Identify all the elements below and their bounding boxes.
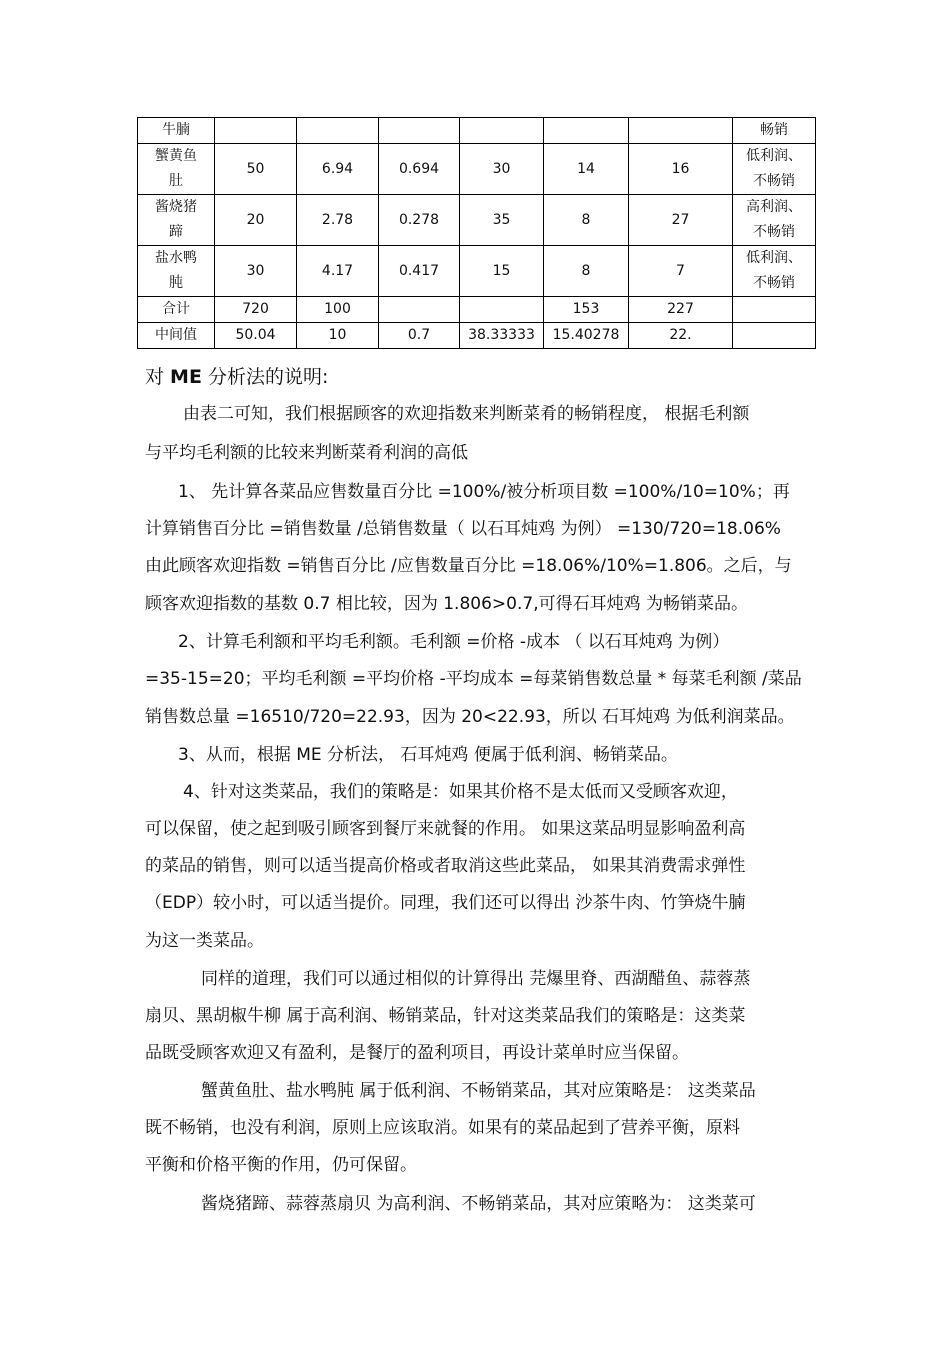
status-text: 畅销 bbox=[760, 122, 788, 138]
dish-name-cell bbox=[138, 118, 215, 144]
value-cell: 20 bbox=[215, 195, 297, 246]
table-row bbox=[138, 246, 816, 297]
value-cell: 0.694 bbox=[379, 144, 460, 195]
section-heading bbox=[145, 362, 328, 389]
value-cell: 6.94 bbox=[297, 144, 379, 195]
value-cell: 100 bbox=[297, 297, 379, 323]
paragraph-line: 的菜品的销售，则可以适当提高价格或者取消这些此菜品， 如果其消费需求弹性 bbox=[145, 856, 746, 876]
value-cell: 30 bbox=[460, 144, 544, 195]
paragraph-line: 酱烧猪蹄、蒜蓉蒸扇贝 为高利润、不畅销菜品，其对应策略为： 这类菜可 bbox=[201, 1194, 756, 1214]
dish-name-text: 蹄 bbox=[169, 224, 183, 240]
dish-name-cell bbox=[138, 144, 215, 195]
status-text: 低利润、 bbox=[746, 250, 802, 266]
status-text: 不畅销 bbox=[753, 275, 795, 291]
heading-suffix: 分析法的说明: bbox=[201, 366, 329, 388]
paragraph-line: 由表二可知，我们根据顾客的欢迎指数来判断菜肴的畅销程度， 根据毛利额 bbox=[183, 404, 750, 424]
status-cell bbox=[733, 297, 816, 323]
dish-name-text: 肫 bbox=[169, 275, 183, 291]
paragraph-line: 销售数总量 =16510/720=22.93，因为 20<22.93，所以 石耳炖鸡 为低利润菜品。 bbox=[145, 707, 795, 727]
value-cell bbox=[629, 118, 733, 144]
table-row bbox=[138, 297, 816, 323]
status-cell bbox=[733, 118, 816, 144]
paragraph-line: 品既受顾客欢迎又有盈利，是餐厅的盈利项目，再设计菜单时应当保留。 bbox=[145, 1043, 689, 1063]
heading-bold: ME bbox=[170, 366, 202, 388]
value-cell: 14 bbox=[544, 144, 629, 195]
value-cell: 8 bbox=[544, 195, 629, 246]
value-cell: 8 bbox=[544, 246, 629, 297]
value-cell: 15 bbox=[460, 246, 544, 297]
dish-name-text: 合计 bbox=[162, 301, 190, 317]
value-cell: 153 bbox=[544, 297, 629, 323]
paragraph-line: 同样的道理，我们可以通过相似的计算得出 芫爆里脊、西湖醋鱼、蒜蓉蒸 bbox=[201, 969, 751, 989]
paragraph-line: 扇贝、黑胡椒牛柳 属于高利润、畅销菜品，针对这类菜品我们的策略是：这类菜 bbox=[145, 1006, 746, 1026]
status-cell bbox=[733, 195, 816, 246]
dish-name-cell bbox=[138, 195, 215, 246]
paragraph-line: 3、从而，根据 ME 分析法， 石耳炖鸡 便属于低利润、畅销菜品。 bbox=[178, 745, 678, 765]
status-cell bbox=[733, 323, 816, 349]
paragraph-line: 蟹黄鱼肚、盐水鸭肫 属于低利润、不畅销菜品，其对应策略是： 这类菜品 bbox=[201, 1081, 756, 1101]
value-cell: 0.7 bbox=[379, 323, 460, 349]
value-cell: 2.78 bbox=[297, 195, 379, 246]
heading-prefix: 对 bbox=[145, 366, 171, 388]
dish-name-cell bbox=[138, 323, 215, 349]
table-row bbox=[138, 323, 816, 349]
value-cell bbox=[460, 297, 544, 323]
value-cell bbox=[544, 118, 629, 144]
dish-name-cell bbox=[138, 297, 215, 323]
table-row bbox=[138, 144, 816, 195]
value-cell: 10 bbox=[297, 323, 379, 349]
value-cell: 27 bbox=[629, 195, 733, 246]
value-cell: 720 bbox=[215, 297, 297, 323]
value-cell: 15.40278 bbox=[544, 323, 629, 349]
value-cell bbox=[379, 297, 460, 323]
paragraph-line: 平衡和价格平衡的作用，仍可保留。 bbox=[145, 1155, 417, 1175]
paragraph-line: （EDP）较小时，可以适当提价。同理，我们还可以得出 沙茶牛肉、竹笋烧牛腩 bbox=[145, 893, 746, 913]
dish-name-cell bbox=[138, 246, 215, 297]
paragraph-line: 为这一类菜品。 bbox=[145, 931, 264, 951]
value-cell: 4.17 bbox=[297, 246, 379, 297]
dish-name-text: 中间值 bbox=[155, 327, 197, 343]
dish-name-text: 牛腩 bbox=[162, 122, 190, 138]
paragraph-line: 2、计算毛利额和平均毛利额。毛利额 =价格 -成本 （ 以石耳炖鸡 为例） bbox=[178, 632, 730, 652]
value-cell: 16 bbox=[629, 144, 733, 195]
value-cell: 7 bbox=[629, 246, 733, 297]
value-cell bbox=[379, 118, 460, 144]
value-cell: 38.33333 bbox=[460, 323, 544, 349]
table-row bbox=[138, 118, 816, 144]
dish-name-text: 盐水鸭 bbox=[155, 250, 197, 266]
value-cell bbox=[460, 118, 544, 144]
status-text: 高利润、 bbox=[746, 199, 802, 215]
value-cell: 227 bbox=[629, 297, 733, 323]
value-cell: 0.417 bbox=[379, 246, 460, 297]
paragraph-line: 4、针对这类菜品，我们的策略是：如果其价格不是太低而又受顾客欢迎， bbox=[183, 782, 738, 802]
menu-analysis-table bbox=[137, 117, 816, 349]
paragraph-line: 1、 先计算各菜品应售数量百分比 =100%/被分析项目数 =100%/10=10%；再 bbox=[178, 482, 790, 502]
status-cell bbox=[733, 246, 816, 297]
value-cell bbox=[297, 118, 379, 144]
paragraph-line: 可以保留，使之起到吸引顾客到餐厅来就餐的作用。 如果这菜品明显影响盈利高 bbox=[145, 819, 746, 839]
dish-name-text: 酱烧猪 bbox=[155, 199, 197, 215]
value-cell: 35 bbox=[460, 195, 544, 246]
paragraph-line: 计算销售百分比 =销售数量 /总销售数量（ 以石耳炖鸡 为例） =130/720=18.06% bbox=[145, 519, 781, 539]
value-cell: 22. bbox=[629, 323, 733, 349]
value-cell bbox=[215, 118, 297, 144]
dish-name-text: 肚 bbox=[169, 173, 183, 189]
status-cell bbox=[733, 144, 816, 195]
value-cell: 30 bbox=[215, 246, 297, 297]
paragraph-line: 既不畅销，也没有利润，原则上应该取消。如果有的菜品起到了营养平衡，原料 bbox=[145, 1118, 740, 1138]
value-cell: 50 bbox=[215, 144, 297, 195]
value-cell: 0.278 bbox=[379, 195, 460, 246]
paragraph-line: =35-15=20；平均毛利额 =平均价格 -平均成本 =每菜销售数总量 * 每菜毛利额 /菜品 bbox=[145, 669, 802, 689]
value-cell: 50.04 bbox=[215, 323, 297, 349]
status-text: 低利润、 bbox=[746, 148, 802, 164]
paragraph-line: 顾客欢迎指数的基数 0.7 相比较，因为 1.806>0.7,可得石耳炖鸡 为畅销菜品。 bbox=[145, 594, 749, 614]
status-text: 不畅销 bbox=[753, 224, 795, 240]
table-row bbox=[138, 195, 816, 246]
dish-name-text: 蟹黄鱼 bbox=[155, 148, 197, 164]
status-text: 不畅销 bbox=[753, 173, 795, 189]
paragraph-line: 与平均毛利额的比较来判断菜肴利润的高低 bbox=[145, 443, 468, 463]
paragraph-line: 由此顾客欢迎指数 =销售百分比 /应售数量百分比 =18.06%/10%=1.806。之后，与 bbox=[145, 556, 792, 576]
